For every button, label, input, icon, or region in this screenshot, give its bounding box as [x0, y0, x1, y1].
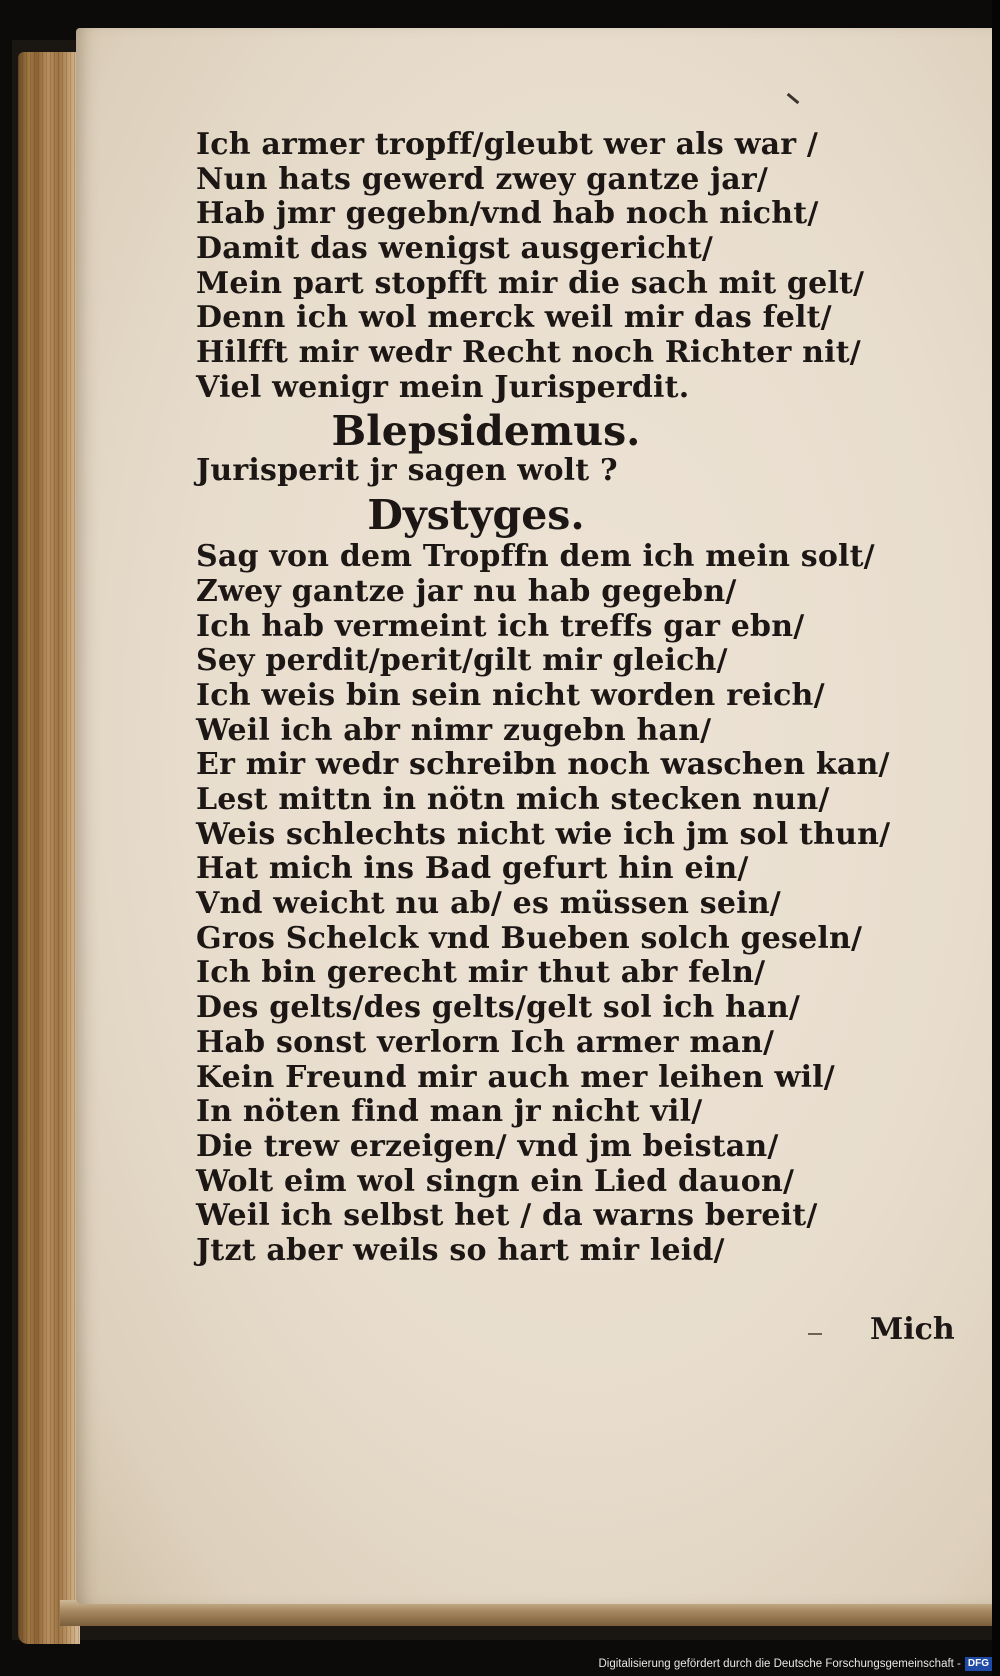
verse-group-1: [196, 127, 865, 406]
speaker-heading: Dystyges.: [367, 491, 585, 540]
verse-line: Jurisperit jr sagen wolt ?: [196, 452, 618, 488]
catchword: Mich: [870, 1312, 955, 1347]
verse-line: Sag von dem Tropffn dem ich mein solt/: [196, 539, 875, 575]
verse-line: Die trew erzeigen/ vnd jm beistan/: [196, 1128, 779, 1164]
credit-text: Digitalisierung gefördert durch die Deutsche Forschungsgemeinschaft -: [598, 1658, 961, 1670]
verse-line: Lest mittn in nötn mich stecken nun/: [196, 782, 830, 817]
verse-line: Weil ich abr nimr zugebn han/: [196, 712, 712, 748]
verse-line: Nun hats gewerd zwey gantze jar/: [196, 161, 769, 197]
verse-line: Hab sonst verlorn Ich armer man/: [196, 1024, 775, 1060]
catchword-dash: [808, 1333, 822, 1335]
verse-group-2: [196, 539, 891, 1268]
verse-line: Damit das wenigst ausgericht/: [196, 231, 714, 267]
verse-line: Denn ich wol merck weil mir das felt/: [196, 300, 832, 336]
speaker-heading: Blepsidemus.: [331, 406, 641, 455]
verse-line: Ich weis bin sein nicht worden reich/: [196, 677, 825, 713]
scan-border: [992, 0, 1000, 1676]
verse-line: Hilfft mir wedr Recht noch Richter nit/: [196, 335, 861, 371]
verse-line: Ich armer tropff/gleubt wer als war /: [196, 127, 819, 162]
verse-line: In nöten find man jr nicht vil/: [196, 1094, 703, 1130]
verse-line: Weil ich selbst het / da warns bereit/: [196, 1198, 818, 1234]
verse-line: Jtzt aber weils so hart mir leid/: [196, 1232, 725, 1268]
verse-line: Hat mich ins Bad gefurt hin ein/: [196, 851, 749, 887]
page-edges-left: [18, 52, 80, 1644]
verse-line: Sey perdit/perit/gilt mir gleich/: [196, 643, 728, 679]
dfg-logo: DFG: [965, 1657, 992, 1671]
verse-line: Mein part stopfft mir die sach mit gelt/: [196, 265, 865, 301]
verse-line: Hab jmr gegebn/vnd hab noch nicht/: [196, 196, 819, 232]
verse-line: Weis schlechts nicht wie ich jm sol thun/: [196, 816, 891, 852]
verse-line: Ich bin gerecht mir thut abr feln/: [196, 955, 766, 991]
verse-line: Ich hab vermeint ich treffs gar ebn/: [196, 608, 805, 644]
text-block: [196, 127, 891, 1269]
digitization-credit: [0, 1652, 992, 1676]
verse-line: Des gelts/des gelts/gelt sol ich han/: [196, 990, 801, 1026]
verse-line: Zwey gantze jar nu hab gegebn/: [196, 573, 737, 609]
verse-line: Kein Freund mir auch mer leihen wil/: [196, 1059, 835, 1095]
verse-line: Viel wenigr mein Jurisperdit.: [196, 369, 690, 405]
verse-line: Wolt eim wol singn ein Lied dauon/: [196, 1163, 795, 1199]
verse-line: Er mir wedr schreibn noch waschen kan/: [196, 747, 890, 783]
verse-line: Gros Schelck vnd Bueben solch geseln/: [196, 920, 863, 956]
verse-line: Vnd weicht nu ab/ es müssen sein/: [196, 886, 781, 922]
